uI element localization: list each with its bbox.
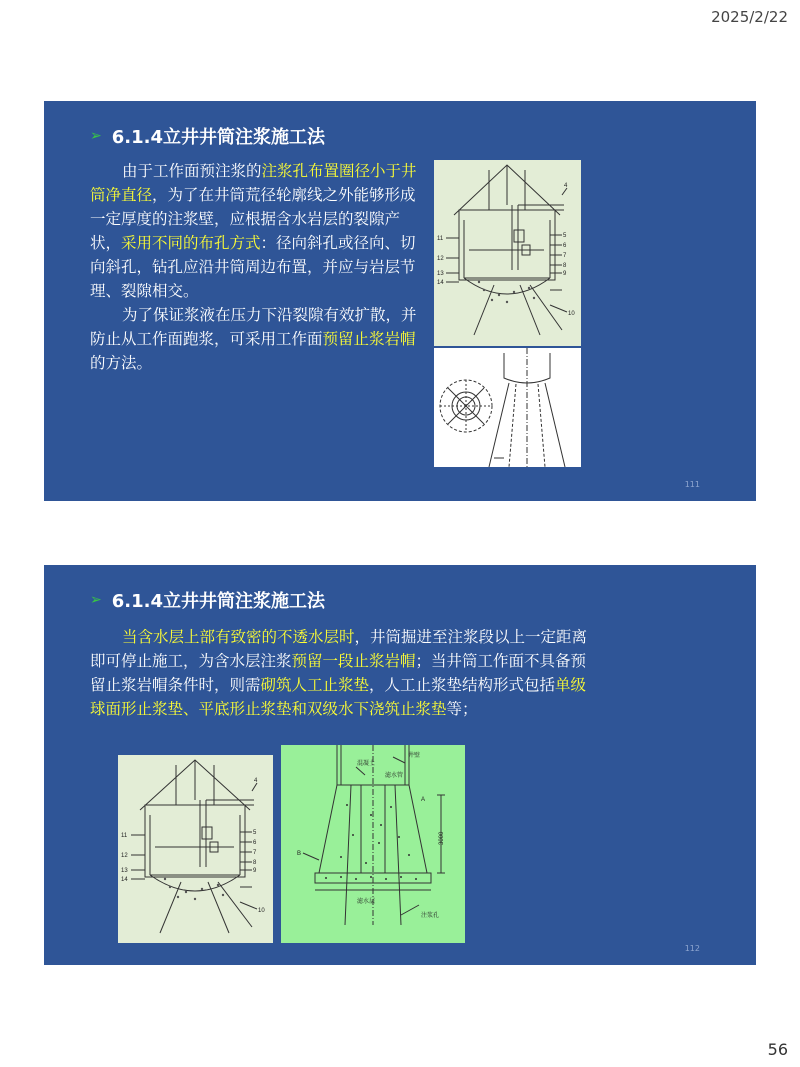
shaft-section-figure [434,160,581,346]
text-run: 等； [446,700,478,718]
print-date: 2025/2/22 [711,8,788,26]
text-run: ：径向斜孔或径向、切向斜孔，钻孔应沿井筒周边布置，并应与岩层节理、裂隙相交。 [90,234,416,300]
grout-pad-figure [281,745,465,943]
figure-label: 10 [258,908,265,914]
figure-label: 13 [121,868,128,874]
figure-label: 6 [563,243,567,249]
slide-body [90,625,600,721]
figure-label: 4 [254,778,258,784]
slide-title-text: 6.1.4立井井筒注浆施工法 [111,127,325,148]
page-number: 56 [767,1040,788,1059]
highlight-text: 预留一段止浆岩帽 [291,652,416,670]
figure-label: 7 [563,253,567,259]
arrow-bullet-icon: ➢ [90,128,102,144]
paragraph [90,303,420,375]
figure-label: 9 [253,868,257,874]
slide-body [90,159,420,375]
text-run: ，为了在井筒荒径轮廓线之外能够形成一定厚度的注浆壁，应根据含水岩层的裂隙产状， [90,186,416,252]
text-run: ，井筒掘进至注浆段以上一定距离即可停止施工，为含水层注浆 [90,628,588,670]
figure-label: 5 [563,233,567,239]
highlight-text: 预留止浆岩帽 [322,330,416,348]
grout-cone-figure [434,348,581,467]
figure-label: 11 [437,236,444,242]
figure-label: B [297,851,302,857]
arrow-bullet-icon: ➢ [90,592,102,608]
figure-label: 14 [121,877,128,883]
text-run: 由于工作面预注浆的 [122,162,262,180]
figure-label: 6 [253,840,257,846]
figure-label: 滤水管 [385,773,404,779]
figure-label: 13 [437,271,444,277]
figure-label: A [421,797,426,803]
figure-label: 混凝土 [357,761,376,767]
figure-label: 4 [564,183,568,189]
figure-label: 9 [563,271,567,277]
slide-number: 112 [684,944,700,953]
shaft-section-figure [118,755,273,943]
text-run: ，人工止浆垫结构形式包括 [369,676,556,694]
text-run: 的方法。 [90,354,153,372]
figure-label: 10 [568,311,575,317]
highlight-text: 当含水层上部有致密的不透水层时 [122,628,355,646]
figure-label: 7 [253,850,257,856]
text-run: ；当井筒工作面不具备预留止浆岩帽条件时，则需 [90,652,587,694]
slide-111 [44,101,756,501]
figure-label: 14 [437,280,444,286]
paragraph [90,625,600,721]
figure-label: 滤水层 [357,899,376,905]
figure-label: 8 [253,860,257,866]
slide-title [90,123,325,149]
text-run: 为了保证浆液在压力下沿裂隙有效扩散，并防止从工作面跑浆，可采用工作面 [90,306,417,348]
figure-label: 注浆孔 [421,913,440,919]
figure-label: 8 [563,263,567,269]
highlight-text: 注浆孔布置圈径小于井筒净直径 [90,162,417,204]
paragraph [90,159,420,303]
figure-label: 3000 [439,831,445,845]
highlight-text: 采用不同的布孔方式 [121,234,261,252]
slide-title-text: 6.1.4立井井筒注浆施工法 [111,591,325,612]
highlight-text: 单级球面形止浆垫、平底形止浆垫和双级水下浇筑止浆垫 [90,676,587,718]
figure-label: 11 [121,833,128,839]
slide-number: 111 [684,480,700,489]
figure-label: 5 [253,830,257,836]
slide-112 [44,565,756,965]
figure-label: 12 [437,256,444,262]
figure-label: 12 [121,853,128,859]
slide-title [90,587,325,613]
highlight-text: 砌筑人工止浆垫 [260,676,370,694]
figure-label: 井壁 [408,753,421,759]
